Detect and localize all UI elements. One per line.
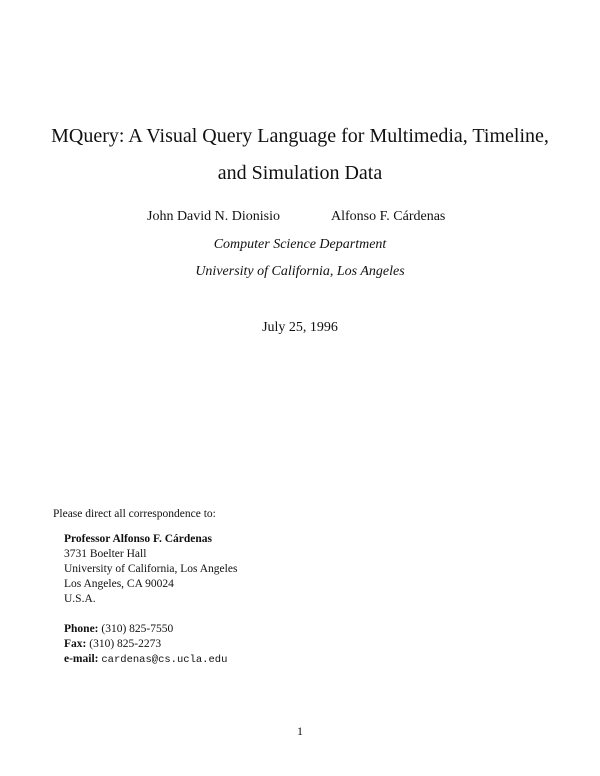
address-line: University of California, Los Angeles	[64, 563, 238, 575]
address-line: Los Angeles, CA 90024	[64, 578, 174, 590]
paper-date: July 25, 1996	[262, 320, 338, 335]
author-name: Alfonso F. Cárdenas	[331, 209, 446, 224]
phone-number: (310) 825-7550	[101, 623, 174, 635]
fax-label: Fax:	[64, 638, 87, 650]
affiliation-department: Computer Science Department	[213, 237, 387, 252]
page-number: 1	[297, 724, 303, 738]
address-line: U.S.A.	[64, 593, 96, 605]
fax-number: (310) 825-2273	[89, 638, 162, 650]
paper-title-line-1: MQuery: A Visual Query Language for Multimedia, Timeline,	[51, 125, 549, 147]
address-line: 3731 Boelter Hall	[64, 548, 147, 560]
email-address: cardenas@cs.ucla.edu	[101, 654, 228, 666]
fax-line	[64, 637, 237, 652]
phone-line	[64, 622, 237, 637]
email-line	[64, 652, 237, 668]
phone-label: Phone:	[64, 623, 99, 635]
affiliation-university: University of California, Los Angeles	[195, 264, 405, 279]
correspondence-note: Please direct all correspondence to:	[53, 508, 216, 520]
email-label: e-mail:	[64, 653, 99, 665]
paper-title-line-2: and Simulation Data	[217, 162, 383, 184]
contact-name: Professor Alfonso F. Cárdenas	[64, 533, 213, 545]
author-name: John David N. Dionisio	[147, 209, 280, 224]
spacer	[64, 607, 237, 622]
author-list	[0, 209, 600, 229]
contact-block	[64, 532, 237, 668]
